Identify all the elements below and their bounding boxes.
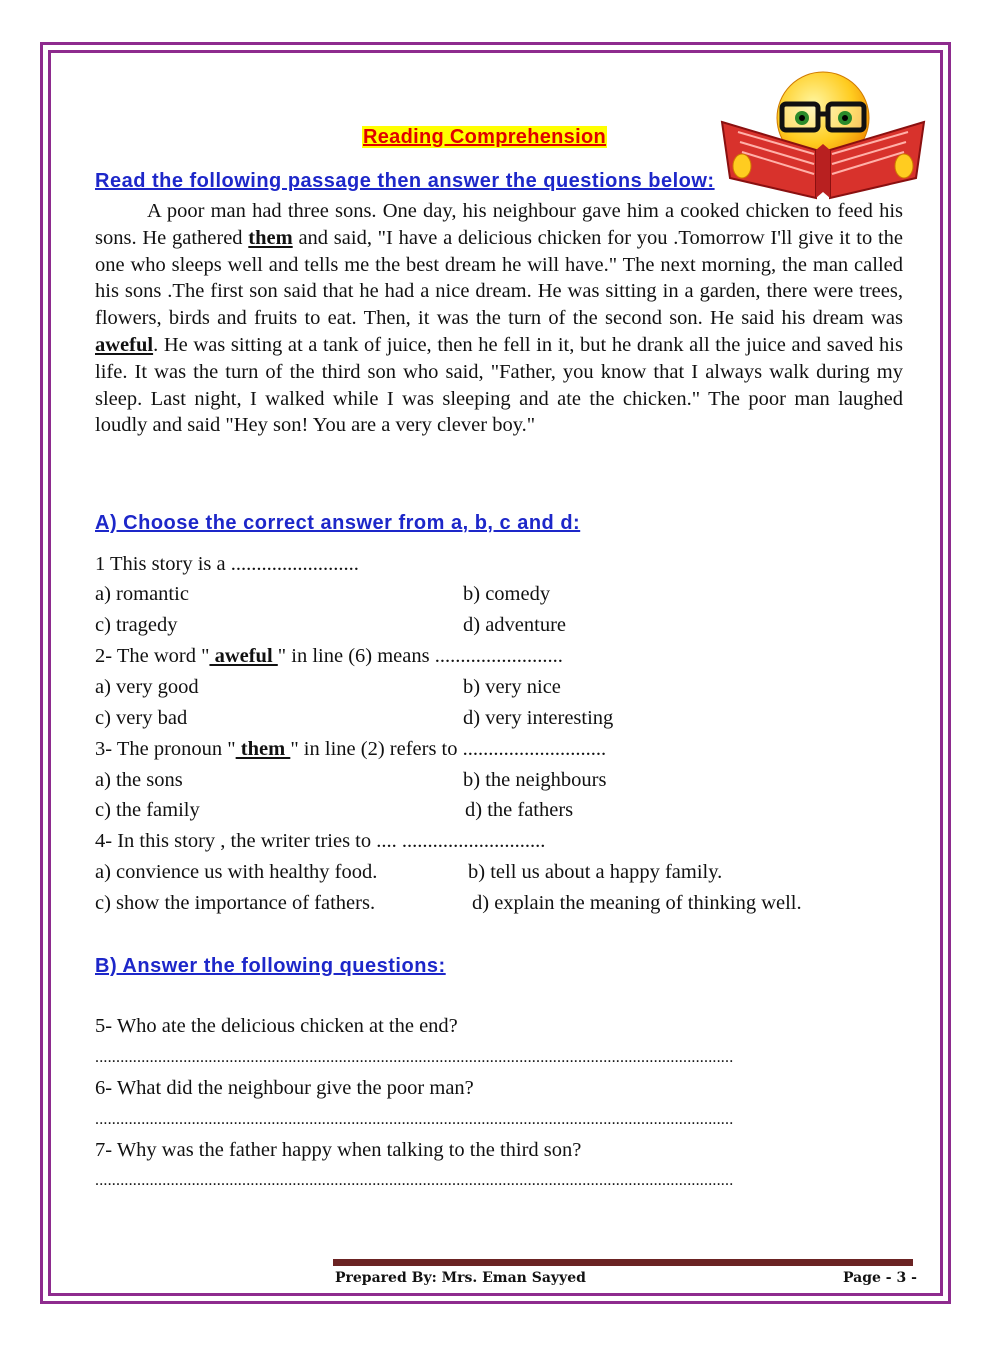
q1-option-c[interactable]: c) tragedy [95, 614, 178, 636]
q2-option-b[interactable]: b) very nice [463, 676, 561, 698]
answer-line-7[interactable]: ........................................................................................................................................................ [95, 1172, 734, 1189]
q2-option-c[interactable]: c) very bad [95, 707, 188, 729]
question-6: 6- What did the neighbour give the poor man? [95, 1077, 474, 1099]
footer-author: Prepared By: Mrs. Eman Sayyed [335, 1270, 586, 1286]
q4-option-d[interactable]: d) explain the meaning of thinking well. [472, 892, 802, 914]
q3-text-pre: 3- The pronoun " [95, 738, 236, 760]
q4-option-a[interactable]: a) convience us with healthy food. [95, 861, 378, 883]
q1-option-a[interactable]: a) romantic [95, 583, 189, 605]
section-b-heading: B) Answer the following questions: [95, 955, 446, 977]
passage-word-them: them [248, 226, 293, 249]
q2-option-a[interactable]: a) very good [95, 676, 199, 698]
q3-option-a[interactable]: a) the sons [95, 769, 183, 791]
q2-word: aweful [209, 645, 278, 667]
q4-option-b[interactable]: b) tell us about a happy family. [468, 861, 723, 883]
q3-word: them [235, 738, 291, 760]
question-5: 5- Who ate the delicious chicken at the end? [95, 1015, 458, 1037]
question-4: 4- In this story , the writer tries to .... ............................ [95, 830, 546, 852]
passage-part-3: . He was sitting at a tank of juice, then he fell in it, but he drank all the juice and saved his life. It was the turn of the third son who said, "Father, you know that I always walk during my sleep. Last night, I walked while I was sleeping and ate the chicken." The poor man laughed loudly and said "Hey son! You are a very clever boy." [95, 333, 903, 437]
q3-option-b[interactable]: b) the neighbours [463, 769, 607, 791]
passage-part-2: and said, "I have a delicious chicken for you .Tomorrow I'll give it to the one who sleeps well and tells me the best dream he will have." The next morning, the man called his sons .The first son said that he had a nice dream. He was sitting in a garden, there were trees, flowers, birds and fruits to eat. Then, it was the turn of the second son. He said his dream was [95, 226, 903, 330]
question-1: 1 This story is a ......................... [95, 553, 359, 575]
reading-passage [95, 198, 903, 439]
passage-part-1: A poor man had three sons. One day, his neighbour gave him a cooked chicken to feed his sons. He gathered [95, 200, 903, 249]
answer-line-6[interactable]: ........................................................................................................................................................ [95, 1111, 734, 1128]
q2-option-d[interactable]: d) very interesting [463, 707, 614, 729]
title-text: Reading Comprehension [363, 126, 606, 148]
q2-text-pre: 2- The word " [95, 645, 210, 667]
reading-smiley-icon [718, 70, 928, 200]
section-a-heading: A) Choose the correct answer from a, b, c and d: [95, 512, 581, 534]
answer-line-5[interactable]: ........................................................................................................................................................ [95, 1049, 734, 1066]
instruction-heading: Read the following passage then answer the questions below: [95, 170, 715, 192]
q3-text-post: " in line (2) refers to ............................ [290, 738, 607, 760]
q1-option-d[interactable]: d) adventure [463, 614, 567, 636]
footer-bar [333, 1259, 913, 1266]
question-3 [95, 738, 606, 761]
question-2 [95, 645, 563, 668]
question-7: 7- Why was the father happy when talking to the third son? [95, 1139, 582, 1161]
q3-option-d[interactable]: d) the fathers [465, 799, 574, 821]
q2-text-post: " in line (6) means ......................... [277, 645, 563, 667]
page-title [362, 126, 607, 149]
q3-option-c[interactable]: c) the family [95, 799, 200, 821]
q1-option-b[interactable]: b) comedy [463, 583, 551, 605]
q4-option-c[interactable]: c) show the importance of fathers. [95, 892, 376, 914]
passage-word-aweful: aweful [95, 333, 154, 356]
footer-page-number: Page - 3 - [843, 1270, 917, 1286]
